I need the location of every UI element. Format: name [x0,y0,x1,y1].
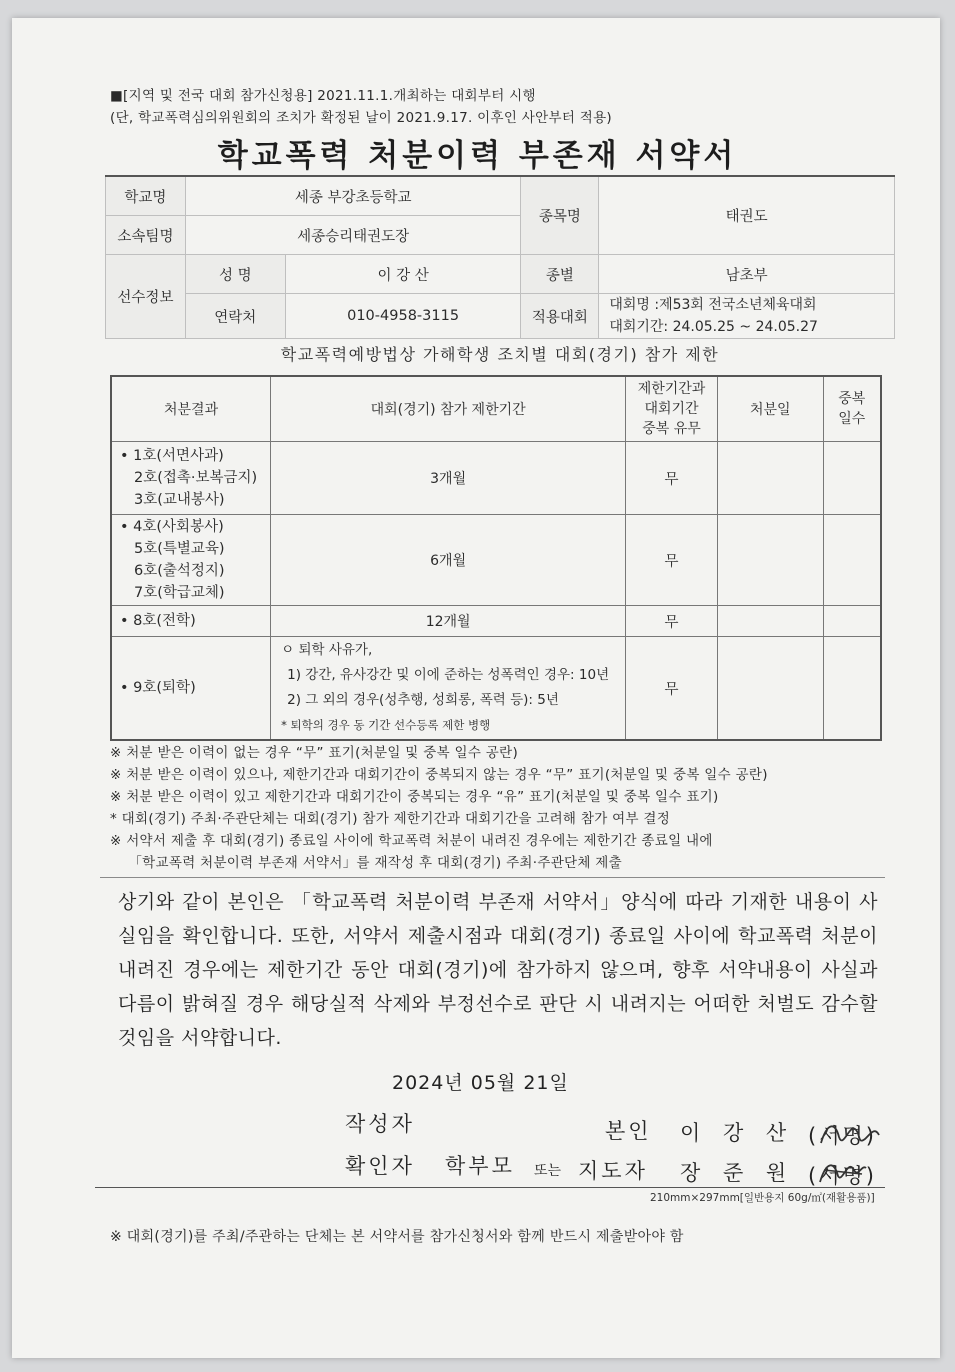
row-date [717,515,823,606]
event-period: 대회기간: 24.05.25 ~ 24.05.27 [609,319,818,335]
restriction-table [110,375,882,741]
row-category: • 4호(사회봉사) 5호(특별교육) 6호(출석정지) 7호(학급교체) [111,515,271,606]
row-days [823,606,881,637]
athlete-info-table [105,175,895,339]
signature-divider [95,1187,885,1188]
row-overlap: 무 [626,515,718,606]
header-days: 중복 일수 [823,376,881,442]
restriction-subtitle: 학교폭력예방법상 가해학생 조치별 대회(경기) 참가 제한 [280,345,720,364]
notice-line-1: ■[지역 및 전국 대회 참가신청용] 2021.11.1.개최하는 대회부터 시행 [110,88,536,104]
writer-label: 작성자 [345,1112,415,1136]
parent-label: 학부모 [445,1154,515,1178]
category-value: 남초부 [599,255,895,294]
event-name: 대회명 :제53회 전국소년체육대회 [609,297,817,313]
name-label: 성 명 [185,255,285,294]
document-title: 학교폭력 처분이력 부존재 서약서 [217,138,738,174]
self-label: 본인 [605,1119,652,1143]
pledge-text: 상기와 같이 본인은 「학교폭력 처분이력 부존재 서약서」양식에 따라 기재한 내용이 사실임을 확인합니다. 또한, 서약서 제출시점과 대회(경기) 종료일 사이에 학교폭력 처분이 내려진 경우에는 제한기간 동안 대회(경기)에 참가하지 않으며, 향후 서약내용이 사실과 다름이 밝혀질 경우 해당실적 삭제와 부정선수로 판단 시 내려지는 어떠한 처벌도 감수할 것임을 서약합니다. [118,891,878,1049]
coach-seal: (서명) [808,1164,877,1188]
row-category: • 1호(서면사과) 2호(접촉·보복금지) 3호(교내봉사) [111,442,271,515]
header-overlap: 제한기간과 대회기간 중복 유무 [626,376,718,442]
team-value: 세종승리태권도장 [185,216,521,255]
pledge-date: 2024년 05월 21일 [392,1072,569,1094]
note-item: 「학교폭력 처분이력 부존재 서약서」를 재작성 후 대회(경기) 주최·주관단체 제출 [110,855,622,871]
divider [100,877,885,878]
row-overlap: 무 [626,442,718,515]
self-signature-scribble [815,1115,885,1155]
athlete-info-label: 선수정보 [106,255,186,339]
reason-1: 1) 강간, 유사강간 및 이에 준하는 성폭력인 경우: 10년 [287,667,610,683]
category-label: 종별 [521,255,599,294]
row-days [823,637,881,741]
row-date [717,442,823,515]
row-overlap: 무 [626,606,718,637]
note-item: ※ 처분 받은 이력이 없는 경우 “무” 표기(처분일 및 중복 일수 공란) [110,745,519,761]
confirmer-label: 확인자 [345,1154,415,1178]
sport-value: 태권도 [599,176,895,255]
reason-head: ㅇ 퇴학 사유가, [281,642,373,658]
header-date: 처분일 [717,376,823,442]
row-days [823,442,881,515]
reason-note: * 퇴학의 경우 동 기간 선수등록 제한 병행 [281,718,491,732]
coach-label: 지도자 [578,1159,648,1183]
header-result: 처분결과 [111,376,271,442]
coach-name: 장 준 원 [680,1161,795,1185]
row-period: 3개월 [271,442,626,515]
row-overlap: 무 [626,637,718,741]
table-row [111,515,881,606]
table-header-row [111,376,881,442]
school-value: 세종 부강초등학교 [185,176,521,216]
school-label: 학교명 [106,176,186,216]
note-item: ※ 처분 받은 이력이 있으나, 제한기간과 대회기간이 중복되지 않는 경우 “무” 표기(처분일 및 중복 일수 공란) [110,767,768,783]
name-value: 이 강 산 [285,255,521,294]
header-period: 대회(경기) 참가 제한기간 [271,376,626,442]
coach-signature-scribble [812,1152,872,1192]
note-item: ※ 서약서 제출 후 대회(경기) 종료일 사이에 학교폭력 처분이 내려진 경우에는 제한기간 종료일 내에 [110,833,713,849]
footnote: ※ 대회(경기)를 주최/주관하는 단체는 본 서약서를 참가신청서와 함께 반드시 제출받아야 함 [110,1229,684,1245]
contact-value: 010-4958-3115 [285,294,521,339]
paper-spec: 210mm×297mm[일반용지 60g/㎡(재활용품)] [650,1192,875,1204]
row-period: 12개월 [271,606,626,637]
notice-line-2: (단, 학교폭력심의위원회의 조치가 확정된 날이 2021.9.17. 이후인 사안부터 적용) [110,110,612,126]
table-row [111,442,881,515]
event-details [599,294,895,339]
row-date [717,606,823,637]
table-row [111,606,881,637]
row-date [717,637,823,741]
row-category: • 9호(퇴학) [111,637,271,741]
table-row [111,637,881,741]
contact-label: 연락처 [185,294,285,339]
self-seal: (서명) [808,1124,877,1148]
note-item: * 대회(경기) 주최·주관단체는 대회(경기) 참가 제한기간과 대회기간을 고려해 참가 여부 결정 [110,811,671,827]
sport-label: 종목명 [521,176,599,255]
row-days [823,515,881,606]
self-name: 이 강 산 [680,1121,795,1145]
row-reason [271,637,626,741]
row-period: 6개월 [271,515,626,606]
row-category: • 8호(전학) [111,606,271,637]
note-item: ※ 처분 받은 이력이 있고 제한기간과 대회기간이 중복되는 경우 “유” 표기(처분일 및 중복 일수 표기) [110,789,719,805]
reason-2: 2) 그 외의 경우(성추행, 성희롱, 폭력 등): 5년 [287,692,559,708]
event-label: 적용대회 [521,294,599,339]
team-label: 소속팀명 [106,216,186,255]
notes-block [110,742,890,874]
or-label: 또는 [534,1163,562,1179]
